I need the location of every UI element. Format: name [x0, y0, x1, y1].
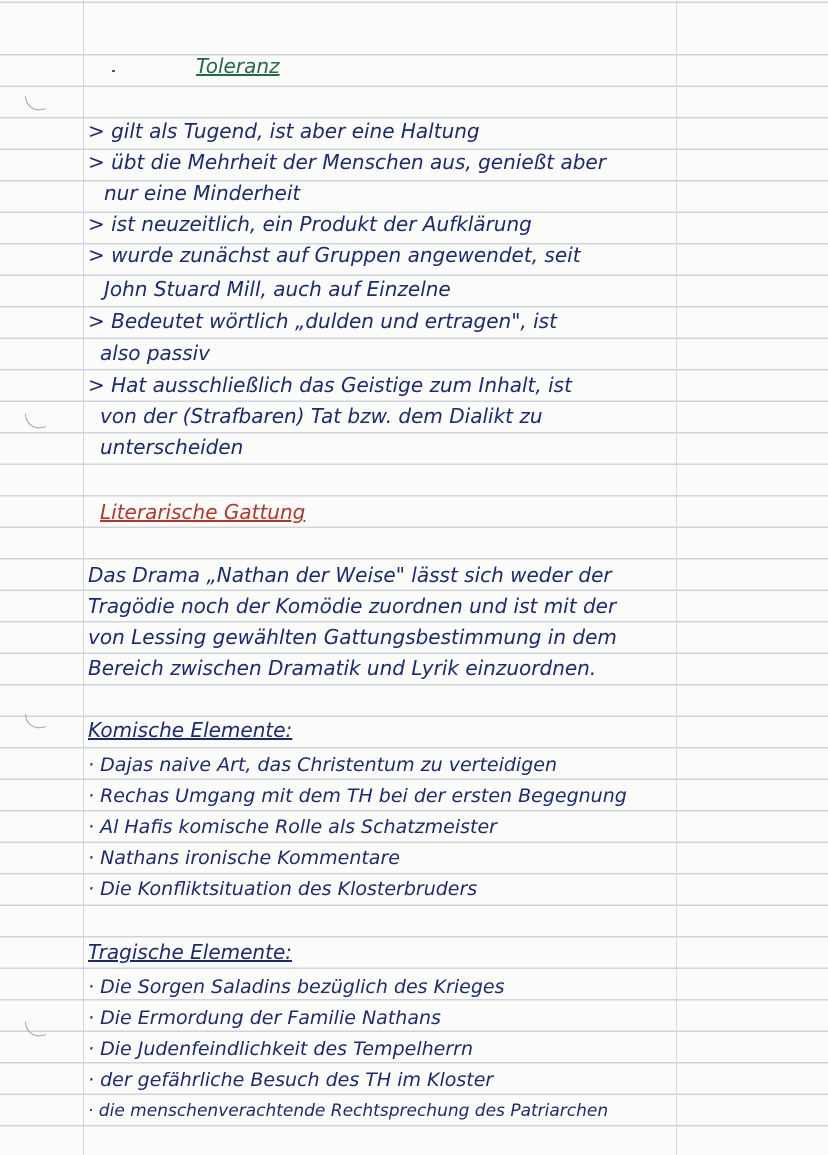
section-title-komisch: Komische Elemente:: [88, 718, 293, 742]
list-item: · die menschenverachtende Rechtsprechung des Patriarchen: [88, 1101, 609, 1121]
toleranz-line: > gilt als Tugend, ist aber eine Haltung: [88, 119, 480, 143]
komisch-list: [88, 750, 627, 905]
section-title-toleranz: Toleranz: [196, 54, 280, 78]
tragisch-list: [88, 972, 608, 1127]
punch-hole-mark: [25, 710, 47, 730]
toleranz-line: nur eine Minderheit: [104, 181, 301, 205]
list-item: · Die Sorgen Saladins bezüglich des Krieges: [88, 976, 505, 998]
gattung-line: von Lessing gewählten Gattungsbestimmung in dem: [88, 625, 617, 649]
toleranz-line: > Hat ausschließlich das Geistige zum Inhalt, ist: [88, 373, 572, 397]
list-item: · Rechas Umgang mit dem TH bei der ersten Begegnung: [88, 785, 627, 807]
section-title-gattung: Literarische Gattung: [100, 500, 306, 524]
list-item: · Al Hafis komische Rolle als Schatzmeister: [88, 816, 497, 838]
punch-hole-mark: [25, 1018, 47, 1038]
toleranz-line: > wurde zunächst auf Gruppen angewendet, seit: [88, 243, 581, 267]
punch-hole-mark: [25, 410, 47, 430]
gattung-line: Das Drama „Nathan der Weise" lässt sich weder der: [88, 563, 612, 587]
toleranz-line: also passiv: [100, 341, 211, 365]
toleranz-line: John Stuard Mill, auch auf Einzelne: [104, 277, 451, 301]
toleranz-line: > ist neuzeitlich, ein Produkt der Aufklärung: [88, 212, 532, 236]
list-item: · Dajas naive Art, das Christentum zu verteidigen: [88, 754, 557, 776]
punch-hole-mark: [25, 92, 47, 112]
list-item: · Nathans ironische Kommentare: [88, 847, 400, 869]
right-margin-line: [676, 0, 677, 1155]
gattung-line: Bereich zwischen Dramatik und Lyrik einzuordnen.: [88, 656, 597, 680]
section-title-tragisch: Tragische Elemente:: [88, 940, 292, 964]
toleranz-line: > Bedeutet wörtlich „dulden und ertragen", ist: [88, 309, 557, 333]
list-item: · Die Konfliktsituation des Klosterbruders: [88, 878, 478, 900]
toleranz-line: unterscheiden: [100, 435, 244, 459]
margin-line: [83, 0, 84, 1155]
gattung-line: Tragödie noch der Komödie zuordnen und ist mit der: [88, 594, 617, 618]
pen-dot: [112, 70, 115, 72]
list-item: · Die Ermordung der Familie Nathans: [88, 1007, 441, 1029]
list-item: · Die Judenfeindlichkeit des Tempelherrn: [88, 1038, 473, 1060]
list-item: · der gefährliche Besuch des TH im Kloster: [88, 1069, 494, 1091]
toleranz-line: von der (Strafbaren) Tat bzw. dem Dialikt zu: [100, 404, 543, 428]
toleranz-line: > übt die Mehrheit der Menschen aus, genießt aber: [88, 150, 606, 174]
